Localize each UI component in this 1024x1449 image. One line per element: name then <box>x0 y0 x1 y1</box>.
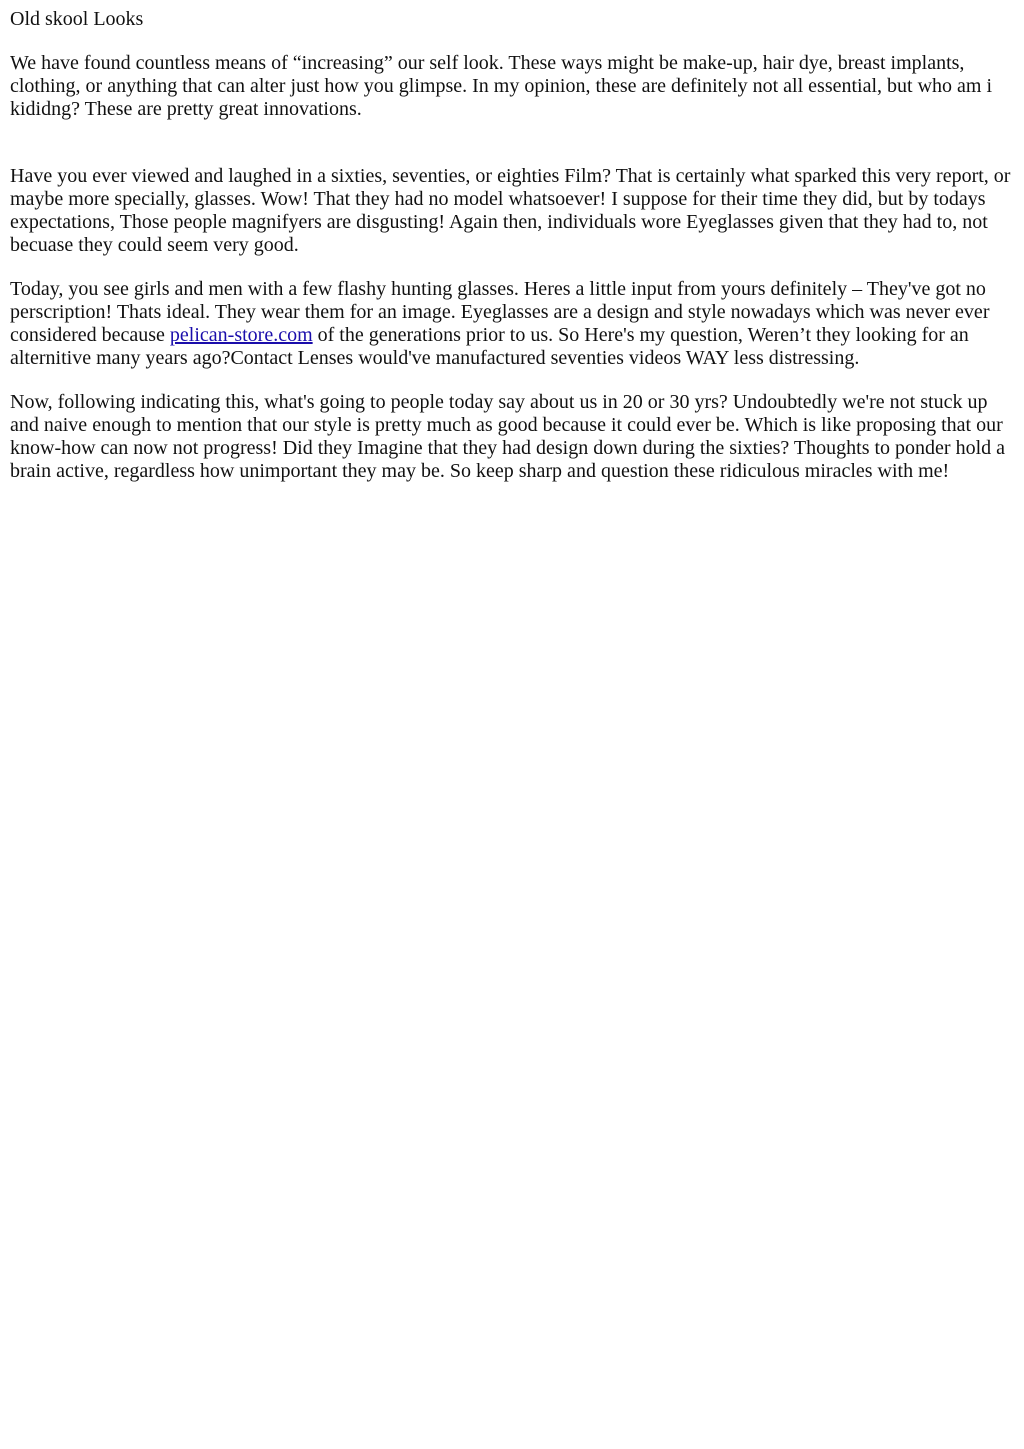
paragraph-1: We have found countless means of “increasing” our self look. These ways might be make-up, hair dye, breast implants, clothing, or anything that can alter just how you glimpse. In my opinion, these are definitely not all essential, but who am i kididng? These are pretty great innovations. <box>10 52 993 120</box>
paragraph-spacer <box>10 142 1014 165</box>
paragraph-2: Have you ever viewed and laughed in a sixties, seventies, or eighties Film? That is certainly what sparked this very report, or maybe more specially, glasses. Wow! That they had no model whatsoever! I suppose for their time they did, but by todays expectations, Those people magnifyers are disgusting! Again then, individuals wore Eyeglasses given that they had to, not becuase they could seem very good. <box>10 165 1011 256</box>
pelican-store-link[interactable]: pelican-store.com <box>169 324 313 346</box>
paragraph-4: Now, following indicating this, what's going to people today say about us in 20 or 30 yrs? Undoubtedly we're not stuck up and naive enough to mention that our style is pretty much as good because it could ever be. Which is like proposing that our know-how can now not progress! Did they Imagine that they had design down during the sixties? Thoughts to ponder hold a brain active, regardless how unimportant they may be. So keep sharp and question these ridiculous miracles with me! <box>10 391 1006 482</box>
paragraph-3-text-after: of the generations prior to us. So Here's my question, Weren’t they looking for an alternitive many years ago?Contact Lenses would've manufactured seventies videos WAY less distressing. <box>10 324 969 369</box>
article <box>10 8 1014 483</box>
paragraph-3-text-before: Today, you see girls and men with a few flashy hunting glasses. Heres a little input from yours definitely – They've got no perscription! Thats ideal. They wear them for an image. Eyeglasses are a design and style nowadays which was never ever considered because <box>10 278 990 346</box>
paragraph-3 <box>10 278 1014 370</box>
page-title: Old skool Looks <box>10 8 144 30</box>
